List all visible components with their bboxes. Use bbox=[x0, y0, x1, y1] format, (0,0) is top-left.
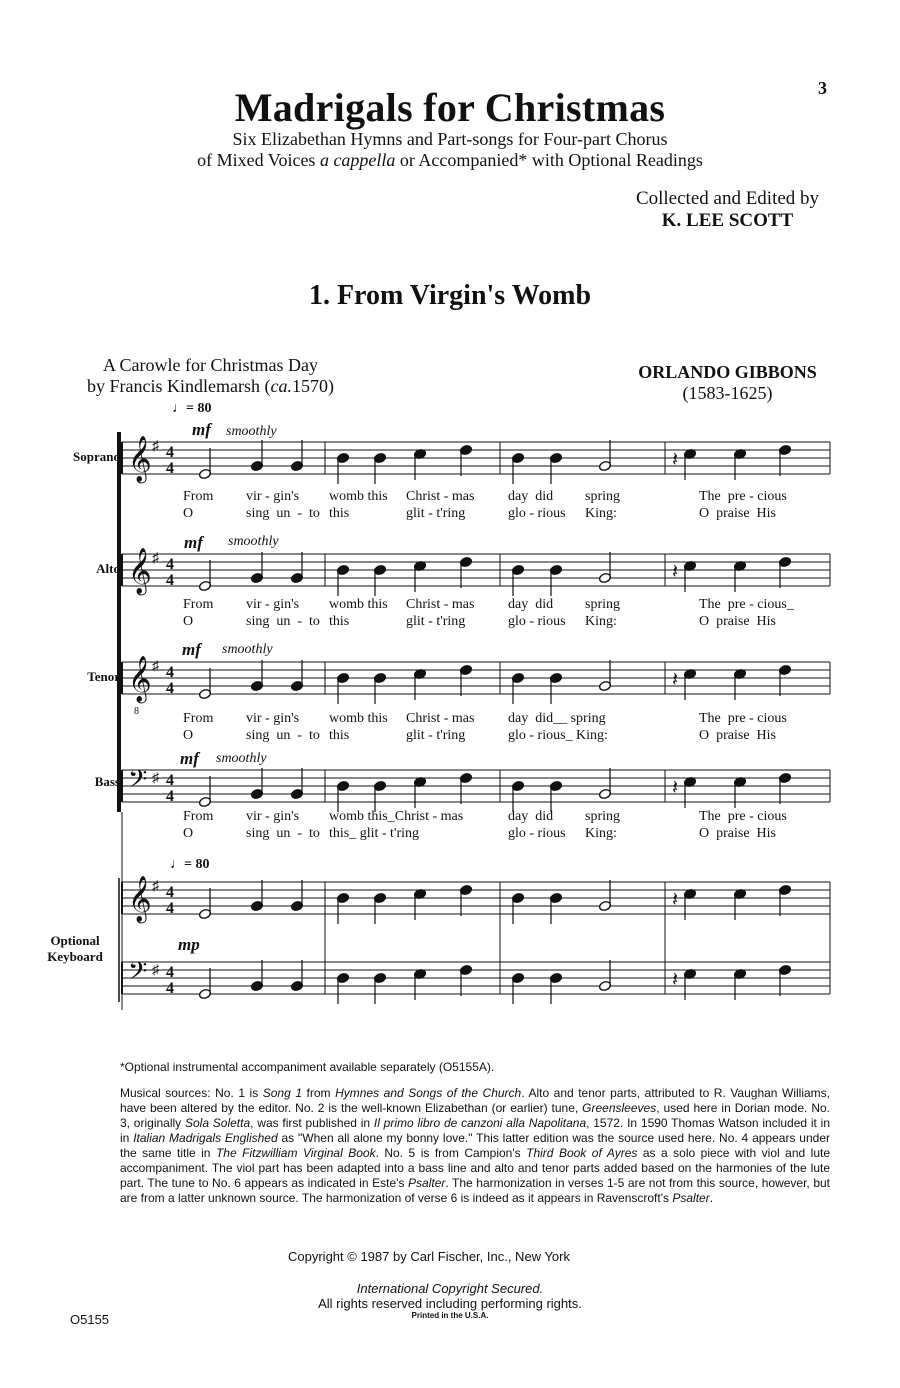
treble-clef: 𝄞 bbox=[128, 876, 152, 921]
lyric-soprano-v2: King: bbox=[585, 506, 617, 521]
lyric-bass-v2: this_ glit - t'ring bbox=[329, 826, 420, 841]
lyric-tenor-v1: Christ - mas bbox=[406, 711, 475, 726]
time-signature-bottom: 4 bbox=[166, 460, 174, 477]
lyric-alto-v1: spring bbox=[585, 597, 620, 612]
tempo-mark-keyboard: ♩= 80 bbox=[170, 857, 210, 872]
part-label-soprano: Soprano bbox=[73, 449, 120, 464]
lyric-bass-v1: From bbox=[183, 809, 214, 824]
lyric-bass-v2: O praise His bbox=[699, 826, 776, 841]
time-signature-bottom: 4 bbox=[166, 900, 174, 917]
tempo-mark-choir: ♩= 80 bbox=[172, 401, 212, 416]
key-signature-sharp: ♯ bbox=[152, 659, 159, 674]
key-signature-sharp: ♯ bbox=[152, 439, 159, 454]
quarter-rest: 𝄽 bbox=[672, 777, 679, 799]
lyric-alto-v2: sing un - to bbox=[246, 614, 320, 629]
lyric-bass-v2: sing un - to bbox=[246, 826, 320, 841]
dynamic-bass: mf bbox=[180, 749, 199, 768]
time-signature-top: 4 bbox=[166, 556, 174, 573]
subtitle-line-1: Six Elizabethan Hymns and Part-songs for Four-part Chorus bbox=[232, 129, 668, 149]
expression-alto: smoothly bbox=[228, 534, 279, 549]
dynamic-soprano: mf bbox=[192, 420, 211, 439]
treble-clef: 𝄞 bbox=[128, 436, 152, 481]
lyric-bass-v1: day did bbox=[508, 809, 554, 824]
lyric-alto-v2: this bbox=[329, 614, 350, 629]
quarter-rest: 𝄽 bbox=[672, 449, 679, 471]
footnote-accompaniment: *Optional instrumental accompaniment available separately (O5155A). bbox=[120, 1060, 495, 1074]
dynamic-keyboard: mp bbox=[178, 935, 200, 954]
dynamic-alto: mf bbox=[184, 533, 203, 552]
key-signature-sharp: ♯ bbox=[152, 771, 159, 786]
time-signature-top: 4 bbox=[166, 964, 174, 981]
lyric-bass-v2: O bbox=[183, 826, 194, 841]
key-signature-sharp: ♯ bbox=[152, 879, 159, 894]
lyric-soprano-v1: Christ - mas bbox=[406, 489, 475, 504]
lyric-soprano-v1: The pre - cious bbox=[699, 489, 787, 504]
catalog-number: O5155 bbox=[70, 1312, 110, 1327]
time-signature-top: 4 bbox=[166, 664, 174, 681]
lyric-tenor-v1: vir - gin's bbox=[246, 711, 300, 726]
rights-reserved: All rights reserved including performing rights. bbox=[318, 1296, 582, 1311]
time-signature-bottom: 4 bbox=[166, 788, 174, 805]
part-label-tenor: Tenor bbox=[87, 669, 120, 684]
time-signature-bottom: 4 bbox=[166, 680, 174, 697]
lyric-alto-v2: O praise His bbox=[699, 614, 776, 629]
lyric-soprano-v1: vir - gin's bbox=[246, 489, 300, 504]
lyric-bass-v1: spring bbox=[585, 809, 620, 824]
treble-clef: 𝄞 bbox=[128, 548, 152, 593]
composer: ORLANDO GIBBONS (1583-1625) bbox=[638, 362, 817, 403]
lyric-tenor-v1: day did__ spring bbox=[508, 711, 606, 726]
time-signature-bottom: 4 bbox=[166, 980, 174, 997]
octave-marker: 8 bbox=[134, 706, 139, 717]
dynamic-tenor: mf bbox=[182, 640, 201, 659]
editor-credit: Collected and Edited by K. LEE SCOTT bbox=[635, 188, 820, 231]
text-source: A Carowle for Christmas Day by Francis Kindlemarsh (ca.1570) bbox=[87, 355, 334, 396]
part-label-keyboard: Optional Keyboard bbox=[47, 933, 103, 964]
quarter-rest: 𝄽 bbox=[672, 561, 679, 583]
lyric-alto-v2: glit - t'ring bbox=[406, 614, 466, 629]
subtitle-line-2: of Mixed Voices a cappella or Accompanied* with Optional Readings bbox=[197, 150, 703, 170]
page-title: Madrigals for Christmas bbox=[234, 85, 666, 130]
bass-clef: 𝄢 bbox=[128, 958, 148, 991]
expression-bass: smoothly bbox=[216, 751, 267, 766]
key-signature-sharp: ♯ bbox=[152, 963, 159, 978]
lyric-alto-v2: O bbox=[183, 614, 194, 629]
lyric-soprano-v1: spring bbox=[585, 489, 620, 504]
lyric-alto-v1: womb this bbox=[329, 597, 388, 612]
lyric-alto-v2: King: bbox=[585, 614, 617, 629]
lyric-soprano-v2: O praise His bbox=[699, 506, 776, 521]
lyric-alto-v1: day did bbox=[508, 597, 554, 612]
lyric-soprano-v2: O bbox=[183, 506, 194, 521]
lyric-tenor-v2: O praise His bbox=[699, 728, 776, 743]
lyric-tenor-v2: this bbox=[329, 728, 350, 743]
lyric-tenor-v1: The pre - cious bbox=[699, 711, 787, 726]
time-signature-top: 4 bbox=[166, 444, 174, 461]
lyric-soprano-v1: womb this bbox=[329, 489, 388, 504]
international-copyright: International Copyright Secured. bbox=[356, 1281, 544, 1296]
lyric-bass-v2: glo - rious bbox=[508, 826, 566, 841]
part-label-alto: Alto bbox=[96, 561, 120, 576]
lyric-bass-v1: vir - gin's bbox=[246, 809, 300, 824]
lyric-alto-v1: Christ - mas bbox=[406, 597, 475, 612]
lyric-tenor-v2: glo - rious_ King: bbox=[508, 728, 608, 743]
lyric-soprano-v2: glit - t'ring bbox=[406, 506, 466, 521]
lyric-tenor-v2: O bbox=[183, 728, 194, 743]
quarter-rest: 𝄽 bbox=[672, 969, 679, 991]
lyric-bass-v1: The pre - cious bbox=[699, 809, 787, 824]
time-signature-top: 4 bbox=[166, 772, 174, 789]
page-number: 3 bbox=[818, 78, 827, 98]
lyric-bass-v1: womb this_Christ - mas bbox=[329, 809, 464, 824]
printed-in: Printed in the U.S.A. bbox=[411, 1311, 489, 1320]
lyric-alto-v1: From bbox=[183, 597, 214, 612]
time-signature-top: 4 bbox=[166, 884, 174, 901]
lyric-soprano-v2: glo - rious bbox=[508, 506, 566, 521]
expression-tenor: smoothly bbox=[222, 642, 273, 657]
lyric-soprano-v2: this bbox=[329, 506, 350, 521]
lyric-tenor-v1: womb this bbox=[329, 711, 388, 726]
lyric-tenor-v2: sing un - to bbox=[246, 728, 320, 743]
lyric-alto-v2: glo - rious bbox=[508, 614, 566, 629]
lyric-bass-v2: King: bbox=[585, 826, 617, 841]
quarter-rest: 𝄽 bbox=[672, 669, 679, 691]
lyric-tenor-v1: From bbox=[183, 711, 214, 726]
lyric-tenor-v2: glit - t'ring bbox=[406, 728, 466, 743]
key-signature-sharp: ♯ bbox=[152, 551, 159, 566]
bass-clef: 𝄢 bbox=[128, 766, 148, 799]
lyric-alto-v1: vir - gin's bbox=[246, 597, 300, 612]
time-signature-bottom: 4 bbox=[166, 572, 174, 589]
lyric-soprano-v2: sing un - to bbox=[246, 506, 320, 521]
treble-clef: 𝄞 bbox=[128, 656, 152, 701]
lyric-alto-v1: The pre - cious_ bbox=[699, 597, 794, 612]
quarter-rest: 𝄽 bbox=[672, 889, 679, 911]
copyright-line: Copyright © 1987 by Carl Fischer, Inc., New York bbox=[288, 1249, 570, 1264]
lyric-soprano-v1: day did bbox=[508, 489, 554, 504]
song-title: 1. From Virgin's Womb bbox=[308, 280, 592, 311]
part-label-bass: Bass bbox=[94, 774, 120, 789]
lyric-soprano-v1: From bbox=[183, 489, 214, 504]
expression-soprano: smoothly bbox=[226, 424, 277, 439]
musical-sources-note: Musical sources: No. 1 is Song 1 from Hymnes and Songs of the Church. Alto and tenor parts, attributed to R. Vaughan Williams, have been altered by the editor. No. 2 is the well-known Elizabethan (or earlier) tune, Greensleeves, used here in Dorian mode. No. 3, originally Sola Soletta, was first published in Il primo libro de canzoni alla Napolitana, 1572. In 1590 Thomas Watson included it in in Italian Madrigals Englished as "When all alone my bonny love." This latter edition was the source used here. No. 4 appears under the same title in The Fitzwilliam Virginal Book. No. 5 is from Campion's Third Book of Ayres as a solo piece with viol and lute accompaniment. The viol part has been adapted into a bass line and alto and tenor parts added based on the harmonies of the lute part. The tune to No. 6 appears as indicated in Este's Psalter. The harmonization in verses 1-5 are not from this source, however, but are from a latter unknown source. The harmonization of verse 6 is indeed as it appears in Ravenscroft's Psalter. bbox=[120, 1086, 831, 1205]
